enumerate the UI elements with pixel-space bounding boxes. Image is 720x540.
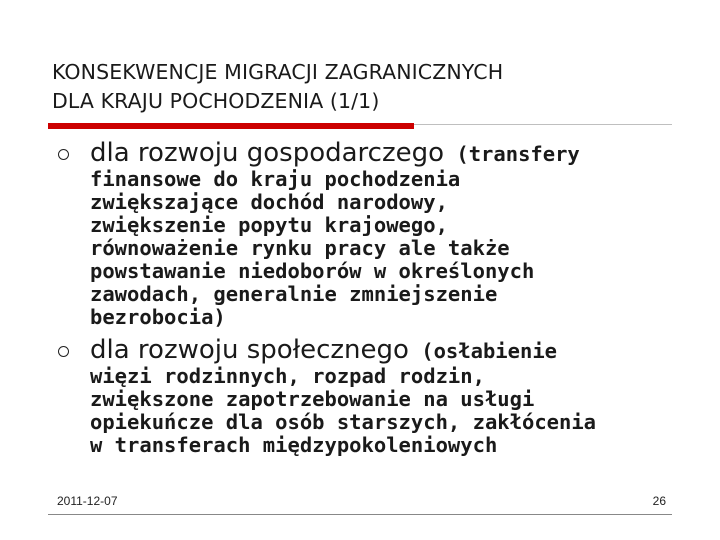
bullet-circle-icon: [58, 346, 69, 357]
title-line-2: DLA KRAJU POCHODZENIA (1/1): [52, 89, 380, 113]
page-number: 26: [652, 494, 666, 508]
bullet-line: więzi rodzinnych, rozpad rodzin,: [90, 364, 485, 388]
bullet-paren-text: (transfery: [444, 142, 580, 166]
bullet-line: finansowe do kraju pochodzenia: [90, 167, 461, 191]
bullet-line: bezrobocia): [90, 305, 226, 329]
bullet-line: zwiększające dochód narodowy,: [90, 190, 448, 214]
bullet-line: zawodach, generalnie zmniejszenie: [90, 282, 498, 306]
bullet-line: powstawanie niedoborów w określonych: [90, 259, 535, 283]
slide-title: [52, 58, 692, 116]
title-line-1: KONSEKWENCJE MIGRACJI ZAGRANICZNYCH: [52, 60, 504, 84]
bullet-line: zwiększenie popytu krajowego,: [90, 213, 448, 237]
bullet-lead-text: dla rozwoju gospodarczego: [90, 138, 445, 168]
footer-date: 2011-12-07: [57, 494, 118, 508]
title-accent-bar: [48, 123, 414, 129]
bullet-circle-icon: [58, 149, 69, 160]
bullet-line: opiekuńcze dla osób starszych, zakłócenia: [90, 410, 597, 434]
bullet-item-social: [90, 337, 680, 457]
bullet-paren-text: (osłabienie: [408, 339, 558, 363]
bullet-line: w transferach międzypokoleniowych: [90, 433, 498, 457]
bullet-body: [90, 365, 680, 457]
bullet-body: [90, 168, 680, 329]
bullet-line: równoważenie rynku pracy ale także: [90, 236, 510, 260]
footer-divider-line: [48, 514, 672, 515]
bullet-lead-text: dla rozwoju społecznego: [90, 335, 409, 365]
bullet-item-economic: [90, 140, 680, 329]
bullet-line: zwiększone zapotrzebowanie na usługi: [90, 387, 535, 411]
